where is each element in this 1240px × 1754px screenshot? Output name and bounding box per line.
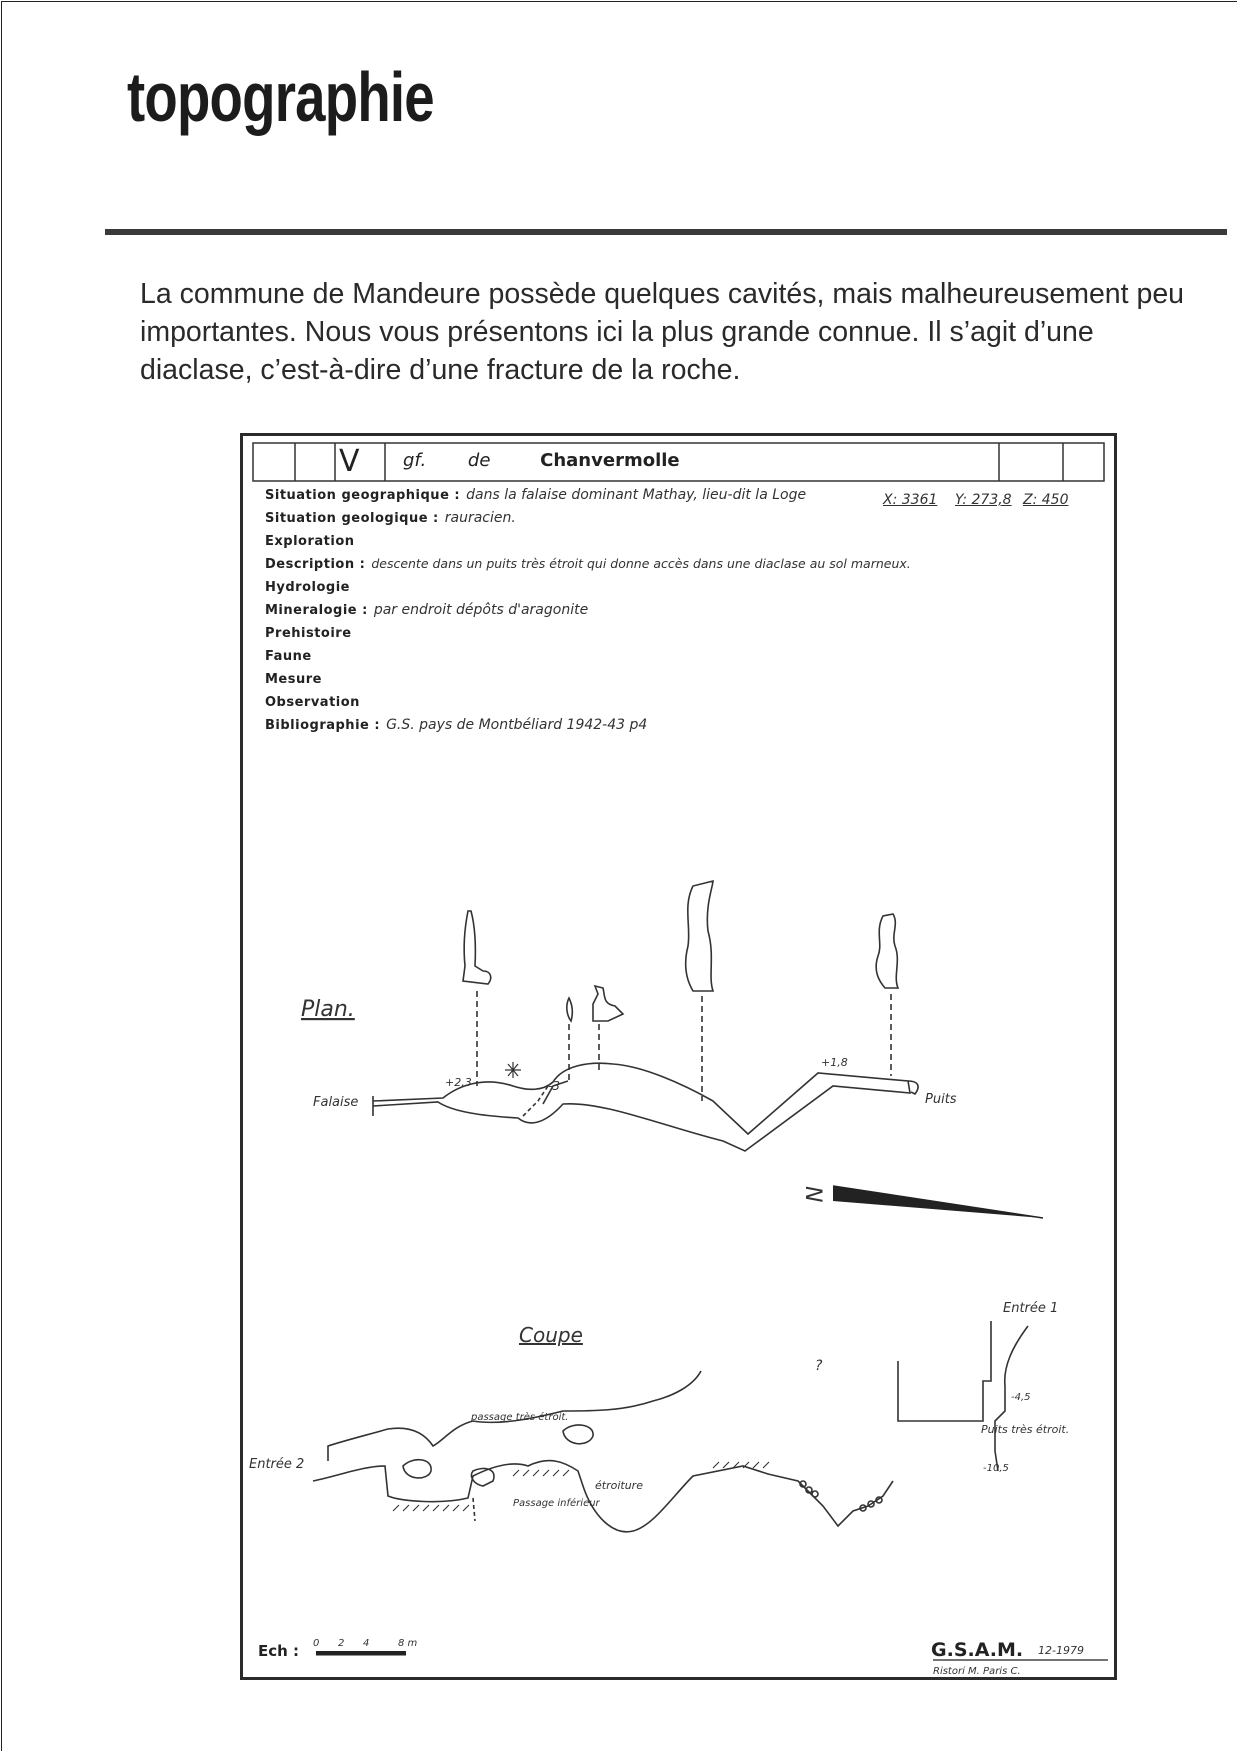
plan-label-puits: Puits: [925, 1092, 957, 1107]
page-title: topographie: [127, 58, 434, 136]
scale-tick-4: 4: [363, 1638, 370, 1649]
coupe-label-entree2: Entrée 2: [249, 1457, 305, 1472]
field-value: rauracien.: [444, 510, 516, 526]
field-value: par endroit dépôts d'aragonite: [373, 602, 589, 618]
scale-tick-8: 8 m: [398, 1638, 418, 1649]
coupe-label-etroiture: étroiture: [595, 1479, 643, 1492]
coupe-drawing: [313, 1321, 1028, 1532]
coupe-label-puits-etroit: Puits très étroit.: [981, 1423, 1070, 1436]
field-mineralogie: [265, 601, 588, 618]
coupe-depth-2: -10,5: [983, 1463, 1009, 1474]
field-exploration: [265, 532, 361, 549]
field-label: Description :: [265, 557, 366, 572]
field-value: G.S. pays de Montbéliard 1942-43 p4: [386, 717, 648, 733]
field-prehistoire: [265, 624, 358, 641]
footer-org: G.S.A.M.: [931, 1639, 1024, 1661]
field-label: Observation: [265, 695, 360, 710]
scale-label: Ech :: [258, 1642, 300, 1660]
field-label: Bibliographie :: [265, 718, 381, 733]
coupe-title: Coupe: [519, 1323, 583, 1347]
title-rule: [105, 229, 1227, 235]
field-value: descente dans un puits très étroit qui donne accès dans une diaclase au sol marneux.: [371, 556, 911, 571]
scale-tick-0: 0: [313, 1638, 320, 1649]
field-observation: [265, 693, 366, 710]
coupe-label-entree1: Entrée 1: [1003, 1301, 1059, 1316]
plan-elevation-b: -3: [548, 1079, 560, 1093]
coupe-question-mark: ?: [815, 1358, 823, 1374]
north-arrow: [833, 1186, 1043, 1218]
plan-drawing: [373, 881, 918, 1151]
sheet-title-name: Chanvermolle: [540, 450, 680, 471]
intro-paragraph: La commune de Mandeure possède quelques cavités, mais malheureusement peu importantes. Nous vous présentons ici la plus grande connue. Il s’agit d’une diaclase, c’est-à-dire d’une fracture de la roche.: [140, 278, 1185, 386]
field-label: Situation geographique :: [265, 488, 461, 503]
plan-title: Plan.: [301, 997, 355, 1022]
coord-y: Y: 273,8: [955, 492, 1012, 508]
survey-drawing: [243, 436, 1114, 1677]
field-label: Exploration: [265, 534, 355, 549]
field-label: Situation geologique :: [265, 511, 439, 526]
sheet-title-de: de: [467, 450, 491, 471]
field-faune: [265, 647, 318, 664]
field-label: Prehistoire: [265, 626, 352, 641]
plan-label-falaise: Falaise: [313, 1095, 359, 1110]
field-label: Mesure: [265, 672, 322, 687]
field-value: dans la falaise dominant Mathay, lieu-dit la Loge: [466, 487, 807, 503]
survey-sheet: [240, 433, 1117, 1680]
north-label: N: [800, 1186, 825, 1203]
field-hydrologie: [265, 578, 356, 595]
plan-elevation-c: +1,8: [821, 1056, 848, 1069]
coupe-label-passage-inferieur: Passage inférieur: [513, 1498, 600, 1509]
sheet-title-prefix: gf.: [403, 450, 427, 471]
field-situation-geologique: [265, 509, 516, 526]
coupe-label-passage-etroit: passage très étroit.: [471, 1412, 569, 1423]
coord-x: X: 3361: [883, 492, 938, 508]
scale-bar: [316, 1651, 406, 1655]
check-mark: V: [339, 444, 360, 479]
footer-authors: Ristori M. Paris C.: [933, 1666, 1021, 1677]
field-description: [265, 555, 911, 572]
plan-elevation-a: +2,3: [445, 1076, 472, 1089]
footer-date: 12-1979: [1038, 1644, 1084, 1657]
field-label: Faune: [265, 649, 312, 664]
field-mesure: [265, 670, 328, 687]
coupe-depth-1: -4,5: [1011, 1392, 1031, 1403]
field-bibliographie: [265, 716, 647, 733]
field-label: Mineralogie :: [265, 603, 368, 618]
coord-z: Z: 450: [1023, 492, 1069, 508]
sheet-title: [403, 450, 680, 471]
field-situation-geographique: [265, 486, 806, 503]
field-label: Hydrologie: [265, 580, 350, 595]
scale-tick-2: 2: [338, 1638, 345, 1649]
